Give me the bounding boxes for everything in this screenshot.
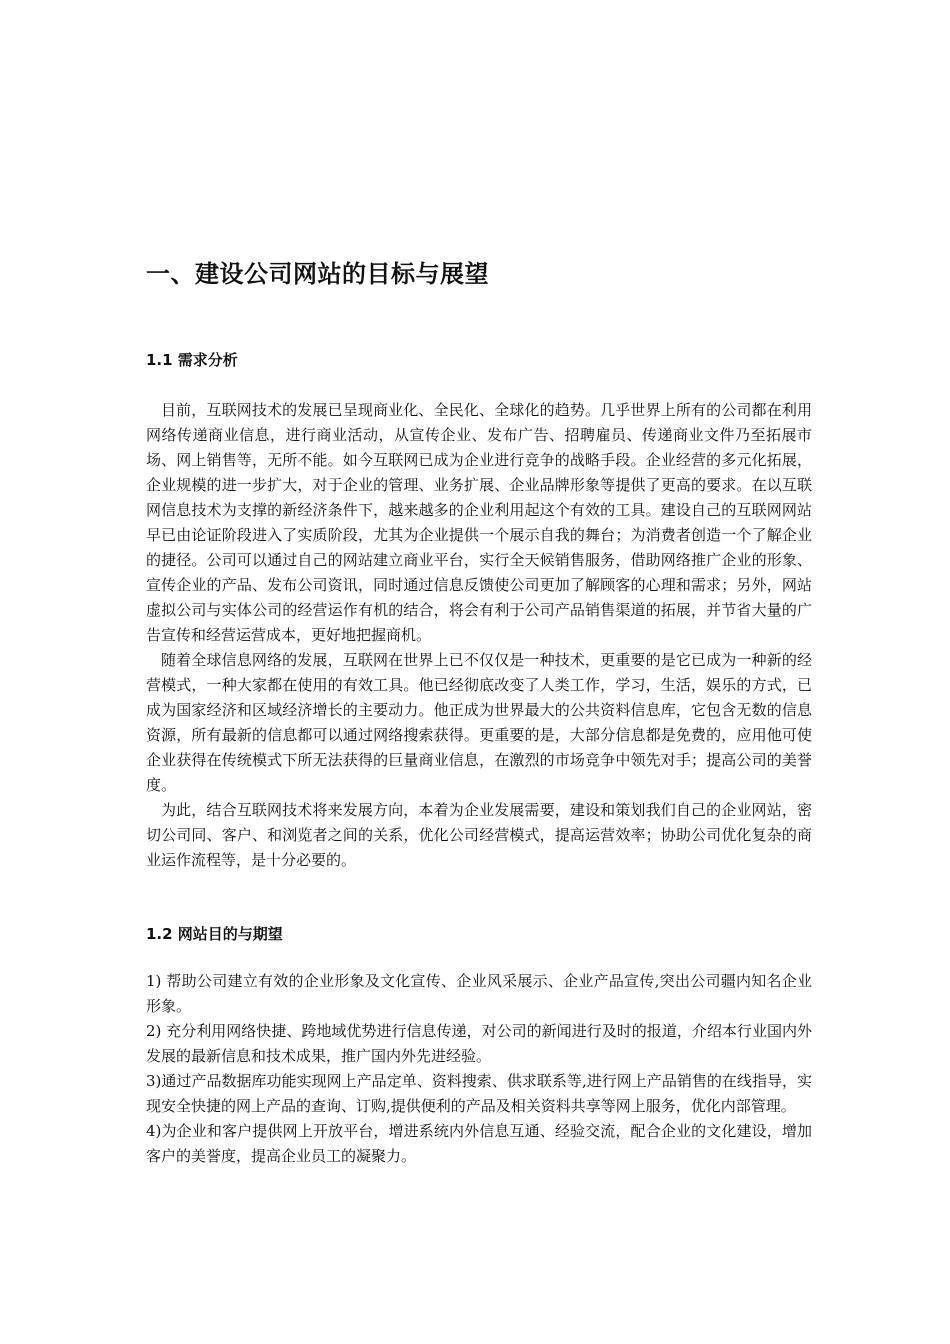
section-heading-requirements: 1.1 需求分析: [146, 351, 238, 369]
paragraph: 目前，互联网技术的发展已呈现商业化、全民化、全球化的趋势。几乎世界上所有的公司都在利用网络传递商业信息，进行商业活动，从宣传企业、发布广告、招聘雇员、传递商业文件乃至拓展市场、网上销售等，无所不能。如今互联网已成为企业进行竞争的战略手段。企业经营的多元化拓展，企业规模的进一步扩大，对于企业的管理、业务扩展、企业品牌形象等提供了更高的要求。在以互联网信息技术为支撑的新经济条件下，越来越多的企业利用起这个有效的工具。建设自己的互联网网站早已由论证阶段进入了实质阶段，尤其为企业提供一个展示自我的舞台；为消费者创造一个了解企业的捷径。公司可以通过自己的网站建立商业平台，实行全天候销售服务，借助网络推广企业的形象、宣传企业的产品、发布公司资讯，同时通过信息反馈使公司更加了解顾客的心理和需求；另外，网站虚拟公司与实体公司的经营运作有机的结合，将会有利于公司产品销售渠道的拓展，并节省大量的广告宣传和经营运营成本，更好地把握商机。: [146, 401, 812, 644]
section-heading-goals: 1.2 网站目的与期望: [146, 925, 283, 943]
chapter-title: 一、建设公司网站的目标与展望: [146, 260, 489, 288]
section-requirements-body: [146, 398, 812, 873]
list-item: 3)通过产品数据库功能实现网上产品定单、资料搜索、供求联系等,进行网上产品销售的在线指导，实现安全快捷的网上产品的查询、订购,提供便利的产品及相关资料共享等网上服务，优化内部管理。: [146, 1072, 812, 1115]
list-item: 2) 充分利用网络快捷、跨地域优势进行信息传递，对公司的新闻进行及时的报道，介绍本行业国内外发展的最新信息和技术成果，推广国内外先进经验。: [146, 1022, 812, 1065]
paragraph: 随着全球信息网络的发展，互联网在世界上已不仅仅是一种技术，更重要的是它已成为一种新的经营模式，一种大家都在使用的有效工具。他已经彻底改变了人类工作，学习，生活，娱乐的方式，已成为国家经济和区域经济增长的主要动力。他正成为世界最大的公共资料信息库，它包含无数的信息资源，所有最新的信息都可以通过网络搜索获得。更重要的是，大部分信息都是免费的，应用他可使企业获得在传统模式下所无法获得的巨量商业信息，在激烈的市场竞争中领先对手；提高公司的美誉度。: [146, 651, 812, 794]
list-item: 4)为企业和客户提供网上开放平台，增进系统内外信息互通、经验交流，配合企业的文化建设，增加客户的美誉度，提高企业员工的凝聚力。: [146, 1122, 812, 1165]
list-item: 1) 帮助公司建立有效的企业形象及文化宣传、企业风采展示、企业产品宣传,突出公司疆内知名企业形象。: [146, 972, 812, 1015]
section-goals-list: [146, 969, 812, 1169]
paragraph: 为此，结合互联网技术将来发展方向，本着为企业发展需要，建设和策划我们自己的企业网站，密切公司同、客户、和浏览者之间的关系，优化公司经营模式，提高运营效率；协助公司优化复杂的商业运作流程等，是十分必要的。: [146, 801, 812, 869]
